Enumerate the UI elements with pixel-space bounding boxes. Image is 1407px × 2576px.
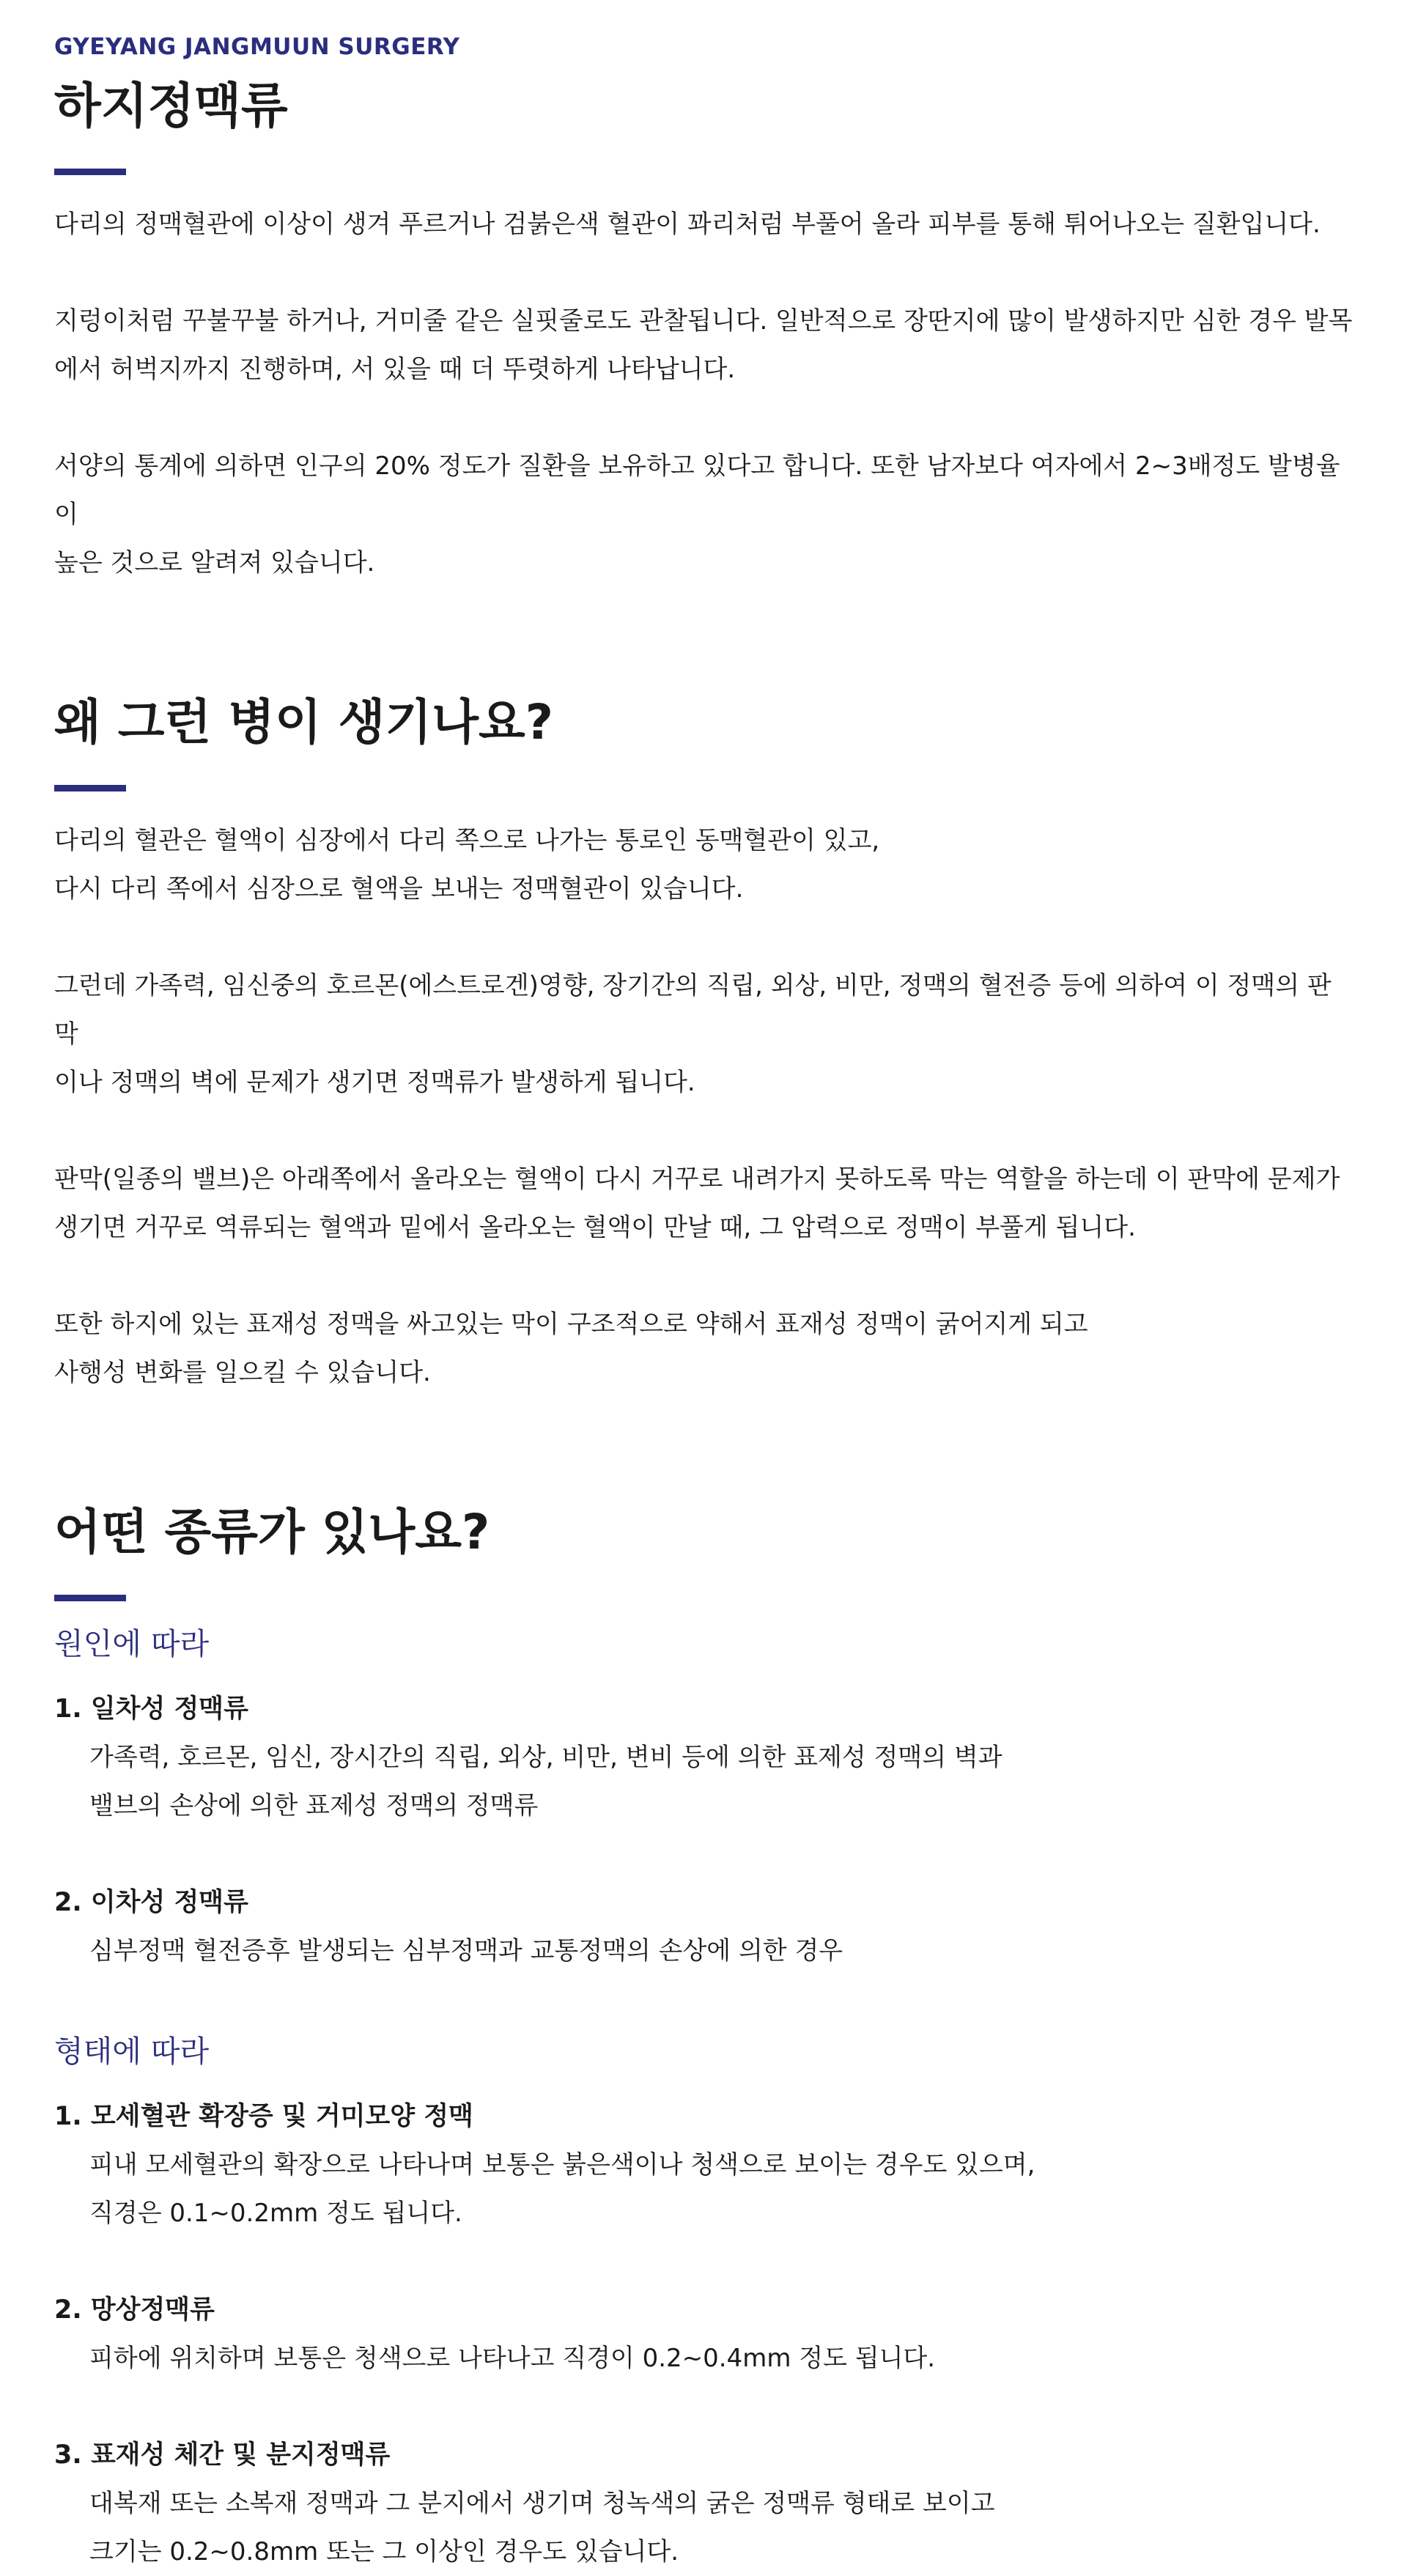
list-item — [54, 2286, 1353, 2383]
cause-section — [54, 691, 1353, 1397]
intro-section — [54, 200, 1353, 587]
title-accent-bar — [54, 169, 126, 175]
list-item — [54, 2092, 1353, 2237]
list-item-title: 1. 모세혈관 확장증 및 거미모양 정맥 — [54, 2102, 473, 2131]
list-item-description: 피내 모세혈관의 확장으로 나타나며 보통은 붉은색이나 청색으로 보이는 경우도 있으며, 직경은 0.1~0.2mm 정도 됩니다. — [89, 2150, 1035, 2228]
list-item-description: 심부정맥 혈전증후 발생되는 심부정맥과 교통정맥의 손상에 의한 경우 — [89, 1936, 843, 1966]
list-item-description: 피하에 위치하며 보통은 청색으로 나타나고 직경이 0.2~0.4mm 정도 됩니다. — [89, 2344, 936, 2373]
type-list — [54, 1685, 1353, 1975]
list-item — [54, 1878, 1353, 1975]
section-title: 어떤 종류가 있나요? — [54, 1504, 490, 1560]
cause-paragraph: 다리의 혈관은 혈액이 심장에서 다리 쪽으로 나가는 통로인 동맥혈관이 있고, 다시 다리 쪽에서 심장으로 혈액을 보내는 정맥혈관이 있습니다. — [54, 826, 880, 904]
cause-paragraph: 또한 하지에 있는 표재성 정맥을 싸고있는 막이 구조적으로 약해서 표재성 정맥이 굵어지게 되고 사행성 변화를 일으킬 수 있습니다. — [54, 1310, 1088, 1387]
list-item-description: 가족력, 호르몬, 임신, 장시간의 직립, 외상, 비만, 변비 등에 의한 표제성 정맥의 벽과 밸브의 손상에 의한 표제성 정맥의 정맥류 — [89, 1743, 1002, 1820]
list-item-title: 2. 이차성 정맥류 — [54, 1888, 248, 1917]
types-section — [54, 1501, 1353, 2576]
page-header — [54, 31, 1353, 175]
list-item — [54, 2431, 1353, 2576]
intro-paragraph: 서양의 통계에 의하면 인구의 20% 정도가 질환을 보유하고 있다고 합니다. 또한 남자보다 여자에서 2~3배정도 발병율이 높은 것으로 알려져 있습니다. — [54, 451, 1340, 577]
type-list — [54, 2092, 1353, 2576]
section-accent-bar — [54, 785, 126, 791]
page-title: 하지정맥류 — [54, 78, 288, 134]
list-item-description: 대복재 또는 소복재 정맥과 그 분지에서 생기며 청녹색의 굵은 정맥류 형태로 보이고 크기는 0.2~0.8mm 또는 그 이상인 경우도 있습니다. — [89, 2489, 995, 2566]
list-item-title: 1. 일차성 정맥류 — [54, 1694, 248, 1724]
type-group-by-cause — [54, 1622, 1353, 1975]
subsection-heading: 형태에 따라 — [54, 2034, 210, 2069]
intro-paragraph: 다리의 정맥혈관에 이상이 생겨 푸르거나 검붉은색 혈관이 꽈리처럼 부풀어 올라 피부를 통해 튀어나오는 질환입니다. — [54, 210, 1321, 239]
brand-name: GYEYANG JANGMUUN SURGERY — [54, 34, 460, 60]
intro-paragraph: 지렁이처럼 꾸불꾸불 하거나, 거미줄 같은 실핏줄로도 관찰됩니다. 일반적으로 장딴지에 많이 발생하지만 심한 경우 발목 에서 허벅지까지 진행하며, 서 있을 때 더 뚜렷하게 나타납니다. — [54, 306, 1353, 384]
cause-paragraph: 판막(일종의 밸브)은 아래쪽에서 올라오는 혈액이 다시 거꾸로 내려가지 못하도록 막는 역할을 하는데 이 판막에 문제가 생기면 거꾸로 역류되는 혈액과 밑에서 올라오는 혈액이 만날 때, 그 압력으로 정맥이 부풀게 됩니다. — [54, 1165, 1340, 1242]
list-item-title: 3. 표재성 체간 및 분지정맥류 — [54, 2440, 391, 2470]
cause-paragraph: 그런데 가족력, 임신중의 호르몬(에스트로겐)영향, 장기간의 직립, 외상, 비만, 정맥의 혈전증 등에 의하여 이 정맥의 판막 이나 정맥의 벽에 문제가 생기면 정맥류가 발생하게 됩니다. — [54, 971, 1332, 1097]
list-item-title: 2. 망상정맥류 — [54, 2295, 215, 2325]
list-item — [54, 1685, 1353, 1830]
section-accent-bar — [54, 1595, 126, 1601]
subsection-heading: 원인에 따라 — [54, 1626, 210, 1661]
section-title: 왜 그런 병이 생기나요? — [54, 694, 554, 750]
type-group-by-form — [54, 2029, 1353, 2576]
